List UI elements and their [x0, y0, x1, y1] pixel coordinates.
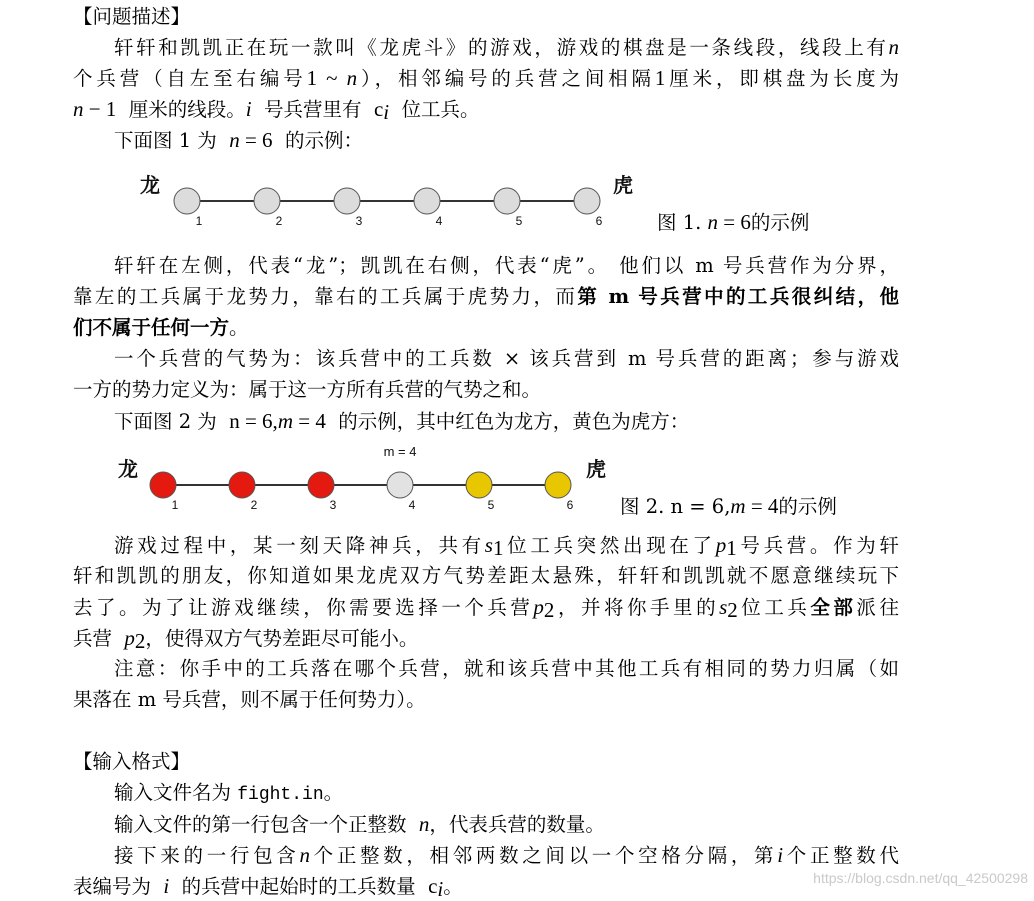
watermark-url: https://blog.csdn.net/qq_42500298 [813, 870, 1028, 886]
figure-1-diagram [130, 165, 650, 235]
barracks-number-6: 6 [595, 214, 603, 228]
paragraph-line: 轩轩和凯凯正在玩一款叫《龙虎斗》的游戏，游戏的棋盘是一条线段，线段上有n [114, 35, 899, 59]
barracks-number-5: 5 [515, 214, 523, 228]
barracks-number-1: 1 [171, 498, 179, 512]
barracks-node-2 [254, 188, 280, 214]
paragraph-line: 轩和凯凯的朋友，你知道如果龙虎双方气势差距太悬殊，轩轩和凯凯就不愿意继续玩下 [73, 564, 899, 587]
m-marker-label: m = 4 [383, 444, 417, 459]
figure-2-diagram [108, 440, 628, 518]
paragraph-line: 输入文件的第一行包含一个正整数 n，代表兵营的数量。 [114, 812, 605, 836]
problem-heading: 【问题描述】 [73, 5, 191, 28]
tiger-label: 虎 [613, 175, 633, 197]
barracks-node-3 [308, 472, 334, 498]
barracks-node-2 [229, 472, 255, 498]
paragraph-line: 输入文件名为 fight.in。 [114, 781, 344, 805]
barracks-node-5 [494, 188, 520, 214]
barracks-number-4: 4 [408, 498, 416, 512]
barracks-number-2: 2 [250, 498, 258, 512]
paragraph-line: 个兵营（自左至右编号1 ~ n），相邻编号的兵营之间相隔1厘米，即棋盘为长度为 [73, 66, 899, 90]
paragraph-line: 游戏过程中，某一刻天降神兵，共有$s_1$位工兵突然出现在了$p_1$号兵营。作为轩 [114, 533, 899, 560]
barracks-number-3: 3 [329, 498, 337, 512]
dragon-label: 龙 [118, 459, 138, 481]
paragraph-line: 接下来的一行包含n个正整数，相邻两数之间以一个空格分隔，第i个正整数代 [114, 843, 899, 867]
paragraph-line: 注意：你手中的工兵落在哪个兵营，就和该兵营中其他工兵有相同的势力归属（如 [114, 657, 899, 680]
barracks-number-1: 1 [195, 214, 203, 228]
paragraph-line: 去了。为了让游戏继续，你需要选择一个兵营$p_2$，并将你手里的$s_2$位工兵全部派往 [73, 595, 899, 622]
paragraph-line: 下面图 1 为 n = 6 的示例： [114, 128, 363, 152]
tiger-label: 虎 [586, 459, 606, 481]
paragraph-line: 果落在 m 号兵营，则不属于任何势力）。 [73, 688, 426, 711]
dragon-label: 龙 [140, 175, 160, 197]
paragraph-line: 下面图 2 为 n = 6,m = 4 的示例，其中红色为龙方，黄色为虎方： [114, 409, 690, 433]
barracks-number-3: 3 [355, 214, 363, 228]
paragraph-line: 靠左的工兵属于龙势力，靠右的工兵属于虎势力，而第 m 号兵营中的工兵很纠结，他 [73, 285, 899, 308]
figure-1-caption: 图 1. n = 6的示例 [657, 210, 810, 234]
barracks-node-6 [574, 188, 600, 214]
barracks-node-4 [414, 188, 440, 214]
barracks-node-4 [387, 472, 413, 498]
barracks-node-1 [174, 188, 200, 214]
barracks-number-4: 4 [435, 214, 443, 228]
paragraph-line: 们不属于任何一方。 [73, 316, 249, 339]
input-heading: 【输入格式】 [73, 750, 191, 773]
barracks-node-1 [150, 472, 176, 498]
barracks-node-5 [466, 472, 492, 498]
paragraph-line: 兵营 $p_2$，使得双方气势差距尽可能小。 [73, 626, 419, 653]
paragraph-line: 轩轩在左侧，代表“龙”；凯凯在右侧，代表“虎”。 他们以 m 号兵营作为分界， [114, 254, 899, 277]
paragraph-line: 一个兵营的气势为：该兵营中的工兵数 × 该兵营到 m 号兵营的距离；参与游戏 [114, 347, 899, 370]
figure-2-caption: 图 2. n = 6,m = 4的示例 [620, 494, 837, 518]
paragraph-line: n − 1 厘米的线段。i 号兵营里有 $c_i$ 位工兵。 [73, 97, 480, 124]
barracks-number-6: 6 [566, 498, 574, 512]
barracks-node-3 [334, 188, 360, 214]
paragraph-line: 一方的势力定义为：属于这一方所有兵营的气势之和。 [73, 378, 542, 401]
barracks-number-2: 2 [275, 214, 283, 228]
paragraph-line: 表编号为 i 的兵营中起始时的工兵数量 $c_i$。 [73, 874, 463, 901]
barracks-number-5: 5 [487, 498, 495, 512]
barracks-node-6 [545, 472, 571, 498]
